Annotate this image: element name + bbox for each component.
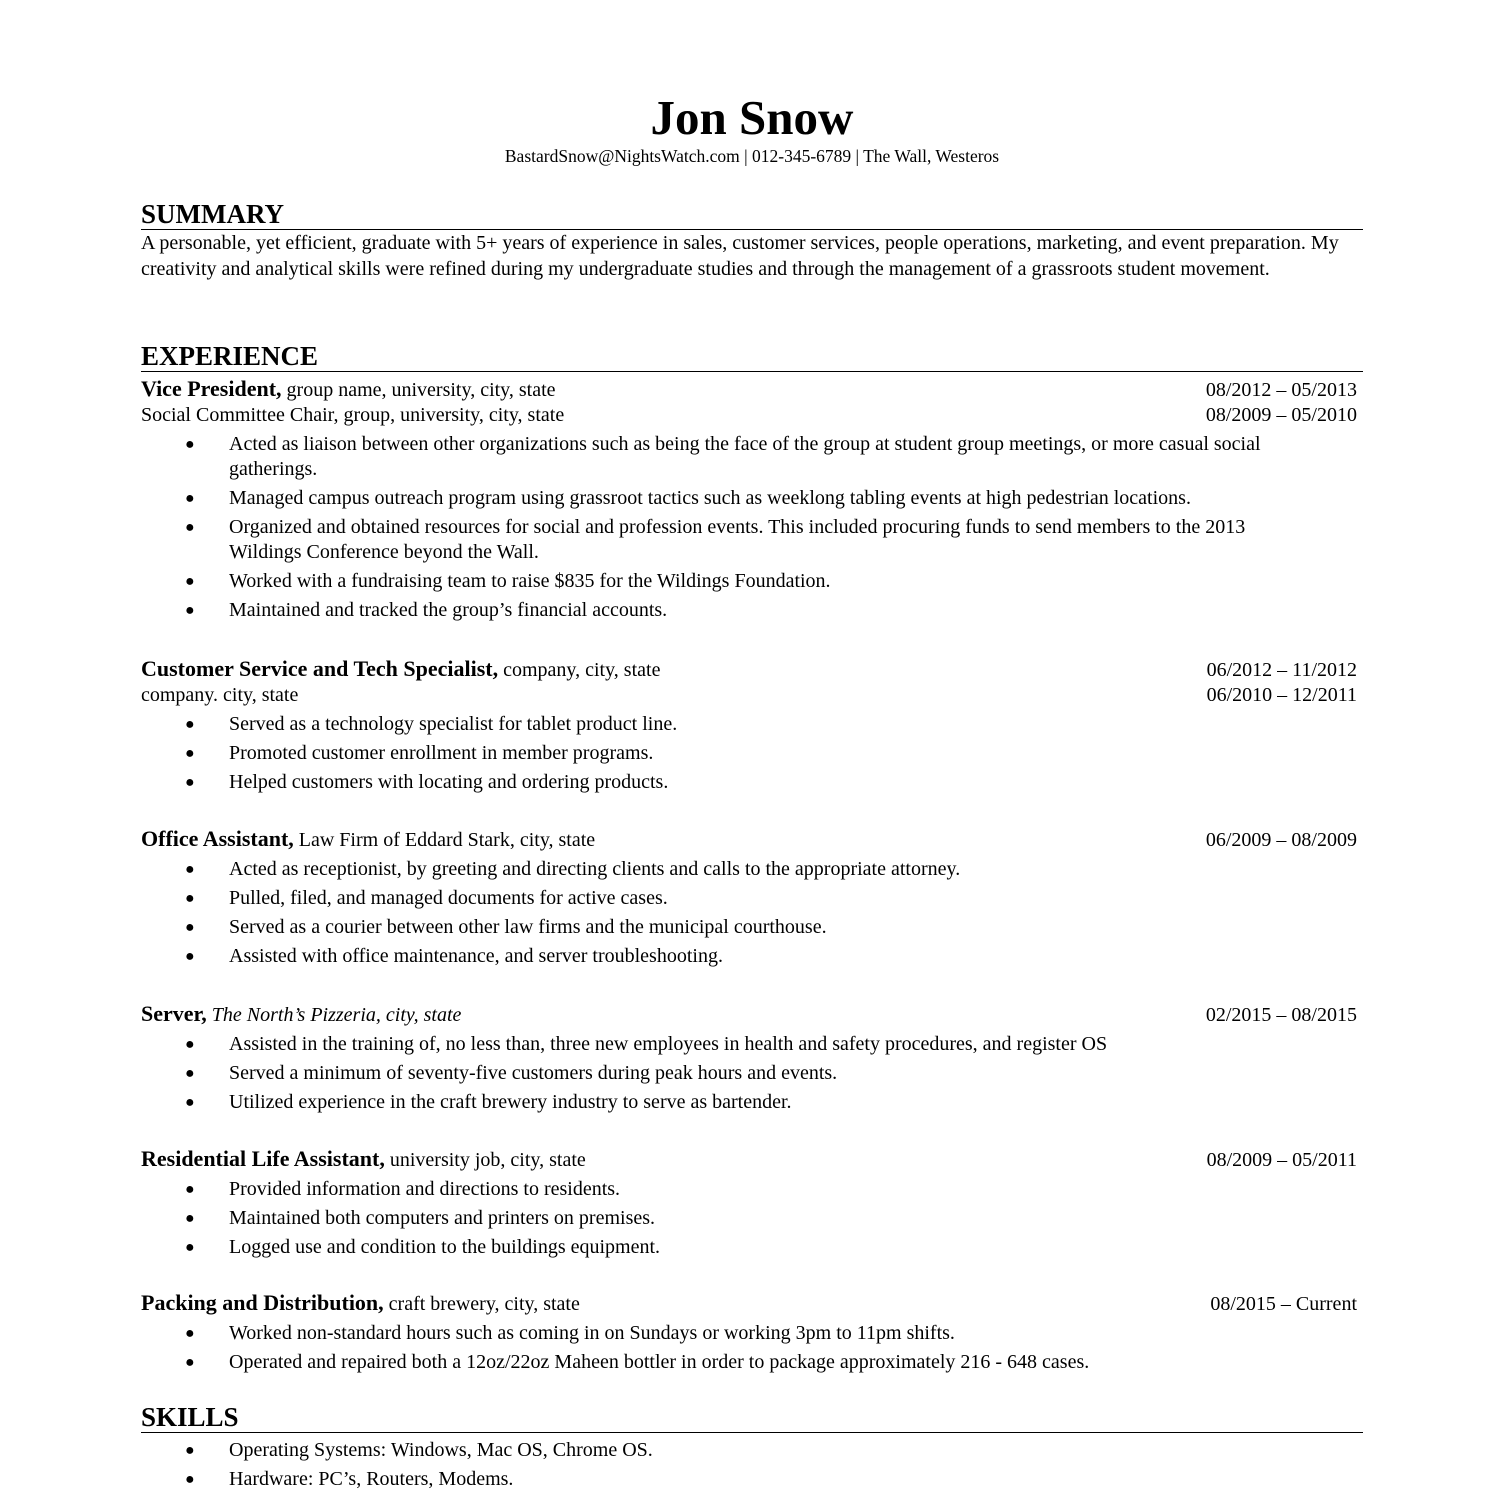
job-entry xyxy=(141,656,1357,799)
job-company: group name, university, city, state xyxy=(281,379,556,401)
summary-section xyxy=(141,199,1363,282)
job-title: Customer Service and Tech Specialist, xyxy=(141,656,499,681)
resume-page xyxy=(141,0,1363,1500)
job-bullets xyxy=(141,1321,1357,1375)
job-title: Packing and Distribution, xyxy=(141,1290,384,1315)
job-company: craft brewery, city, state xyxy=(383,1293,580,1315)
bullet-item: ● Acted as liaison between other organizations such as being the face of the group at student group meetings, or more casual social gatherings. xyxy=(185,433,1261,480)
job-entry xyxy=(141,1001,1357,1119)
bullet-item: ● Served as a technology specialist for tablet product line. xyxy=(185,713,678,735)
bullet-icon: ● xyxy=(185,1065,195,1082)
job-entry xyxy=(141,826,1357,973)
bullet-icon: ● xyxy=(185,861,195,878)
bullet-item: ● Hardware: PC’s, Routers, Modems. xyxy=(185,1468,514,1490)
experience-heading: EXPERIENCE xyxy=(141,341,1363,372)
bullet-icon: ● xyxy=(185,573,195,590)
bullet-item: ● Maintained both computers and printers on premises. xyxy=(185,1207,656,1229)
bullet-icon: ● xyxy=(185,890,195,907)
bullet-icon: ● xyxy=(185,1181,195,1198)
bullet-icon: ● xyxy=(185,774,195,791)
bullet-icon: ● xyxy=(185,1239,195,1256)
bullet-item: ● Pulled, filed, and managed documents for active cases. xyxy=(185,887,668,909)
contact-line: BastardSnow@NightsWatch.com | 012-345-6789 | The Wall, Westeros xyxy=(504,146,1000,166)
job-bullets xyxy=(141,712,1357,795)
bullet-icon: ● xyxy=(185,745,195,762)
bullet-icon: ● xyxy=(185,1036,195,1053)
job-entry xyxy=(141,1146,1357,1264)
job-sub-dates: 06/2010 – 12/2011 xyxy=(1206,684,1357,706)
bullet-item: ● Maintained and tracked the group’s financial accounts. xyxy=(185,599,668,621)
job-title: Office Assistant, xyxy=(141,826,294,851)
job-company: company, city, state xyxy=(498,659,661,681)
job-sub-company: Social Committee Chair, group, university, city, state xyxy=(141,404,565,426)
bullet-item: ● Logged use and condition to the buildings equipment. xyxy=(185,1236,661,1258)
job-bullets xyxy=(141,857,1357,969)
job-company: The North’s Pizzeria, city, state xyxy=(206,1004,462,1026)
bullet-icon: ● xyxy=(185,1354,195,1371)
job-dates: 08/2009 – 05/2011 xyxy=(1206,1149,1357,1171)
job-dates: 06/2012 – 11/2012 xyxy=(1206,659,1357,681)
job-title: Residential Life Assistant, xyxy=(141,1146,385,1171)
bullet-item: ● Worked with a fundraising team to raise $835 for the Wildings Foundation. xyxy=(185,570,831,592)
skills-section xyxy=(141,1402,1363,1496)
bullet-item: ● Worked non-standard hours such as coming in on Sundays or working 3pm to 11pm shifts. xyxy=(185,1322,955,1344)
skills-heading: SKILLS xyxy=(141,1402,1363,1433)
bullet-icon: ● xyxy=(185,490,195,507)
bullet-icon: ● xyxy=(185,1442,195,1459)
job-header-row xyxy=(141,1290,1357,1316)
job-entry xyxy=(141,1290,1357,1379)
bullet-item: ● Served a minimum of seventy-five customers during peak hours and events. xyxy=(185,1062,838,1084)
job-sub-dates: 08/2009 – 05/2010 xyxy=(1205,404,1357,426)
job-bullets xyxy=(141,1177,1357,1260)
experience-section xyxy=(141,341,1363,372)
bullet-icon: ● xyxy=(185,1094,195,1111)
job-header-row xyxy=(141,1146,1357,1172)
bullet-item: ● Organized and obtained resources for social and profession events. This included procuring funds to send members to the 2013 Wildings Conference beyond the Wall. xyxy=(185,516,1246,563)
bullet-item: ● Promoted customer enrollment in member programs. xyxy=(185,742,654,764)
job-title: Vice President, xyxy=(141,376,282,401)
job-header-row xyxy=(141,376,1357,402)
bullet-item: ● Served as a courier between other law firms and the municipal courthouse. xyxy=(185,916,827,938)
bullet-item: ● Operated and repaired both a 12oz/22oz Maheen bottler in order to package approximately 216 - 648 cases. xyxy=(185,1351,1090,1373)
summary-heading: SUMMARY xyxy=(141,199,1363,230)
bullet-icon: ● xyxy=(185,948,195,965)
job-sub-row xyxy=(141,682,1357,708)
job-company: university job, city, state xyxy=(384,1149,586,1171)
job-company: Law Firm of Eddard Stark, city, state xyxy=(293,829,596,851)
job-dates: 08/2012 – 05/2013 xyxy=(1205,379,1357,401)
bullet-icon: ● xyxy=(185,919,195,936)
summary-text: A personable, yet efficient, graduate with 5+ years of experience in sales, customer services, people operations, marketing, and event preparation. My creativity and analytical skills were refined during my undergraduate studies and through the management of a grassroots student movement. xyxy=(141,232,1339,280)
bullet-item: ● Assisted with office maintenance, and server troubleshooting. xyxy=(185,945,723,967)
bullet-icon: ● xyxy=(185,602,195,619)
job-dates: 06/2009 – 08/2009 xyxy=(1205,829,1357,851)
bullet-item: ● Assisted in the training of, no less than, three new employees in health and safety procedures, and register OS xyxy=(185,1033,1108,1055)
bullet-icon: ● xyxy=(185,436,195,453)
bullet-item: ● Managed campus outreach program using grassroot tactics such as weeklong tabling events at high pedestrian locations. xyxy=(185,487,1191,509)
bullet-item: ● Operating Systems: Windows, Mac OS, Chrome OS. xyxy=(185,1439,653,1461)
bullet-item: ● Provided information and directions to residents. xyxy=(185,1178,621,1200)
job-dates: 08/2015 – Current xyxy=(1210,1293,1357,1315)
job-dates: 02/2015 – 08/2015 xyxy=(1205,1004,1357,1026)
job-header-row xyxy=(141,656,1357,682)
bullet-icon: ● xyxy=(185,519,195,536)
job-title: Server, xyxy=(141,1001,207,1026)
job-bullets xyxy=(141,432,1357,623)
job-bullets xyxy=(141,1032,1357,1115)
bullet-icon: ● xyxy=(185,1210,195,1227)
job-entry xyxy=(141,376,1357,627)
resume-name: Jon Snow xyxy=(650,90,854,145)
skills-bullets xyxy=(141,1438,1363,1492)
bullet-icon: ● xyxy=(185,1471,195,1488)
job-header-row xyxy=(141,1001,1357,1027)
bullet-item: ● Helped customers with locating and ordering products. xyxy=(185,771,669,793)
bullet-item: ● Acted as receptionist, by greeting and directing clients and calls to the appropriate attorney. xyxy=(185,858,961,880)
job-sub-row xyxy=(141,402,1357,428)
bullet-icon: ● xyxy=(185,716,195,733)
bullet-icon: ● xyxy=(185,1325,195,1342)
bullet-item: ● Utilized experience in the craft brewery industry to serve as bartender. xyxy=(185,1091,792,1113)
job-sub-company: company. city, state xyxy=(141,684,299,706)
job-header-row xyxy=(141,826,1357,852)
